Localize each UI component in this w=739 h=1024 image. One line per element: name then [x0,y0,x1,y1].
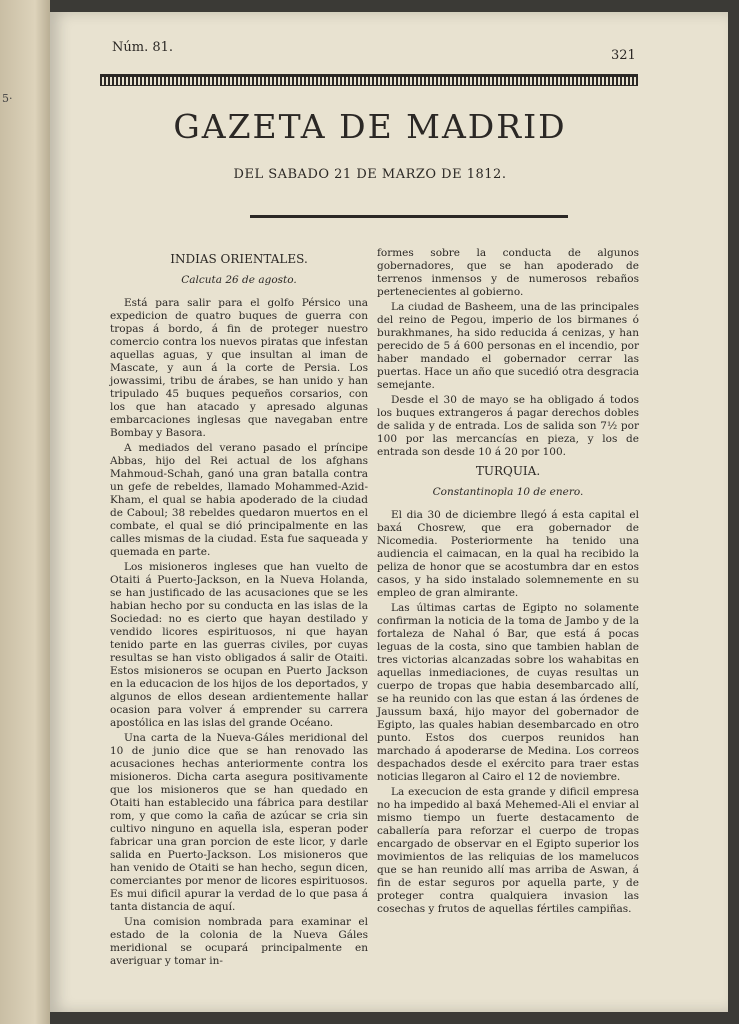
top-thin-rule [100,85,638,86]
article-paragraph: Las últimas cartas de Egipto no solamente confirman la noticia de la toma de Jambo y de la fortaleza de Nahal ó Bar, que está á pocas leguas de la costa, sino que tambien hablan de tres victorias alcanzadas sobre los wahabitas en aquellas inmediaciones, de cuyas resultas un cuerpo de tropas que habia desembarcado allí, se ha reunido con las que estan á las órdenes de Jaussum baxá, hijo mayor del gobernador de Egipto, las quales habian desembarcado en otro punto. Estos dos cuerpos reunidos han marchado á apoderarse de Medina. Los correos despachados desde el exército para traer estas noticias llegaron al Cairo el 12 de noviembre. [377,602,639,783]
gazette-page [50,12,728,1012]
article-paragraph: Una carta de la Nueva-Gáles meridional del 10 de junio dice que se han renovado las acusaciones hechas anteriormente contra los misioneros. Dicha carta asegura positivamente que los misioneros que se han quedado en Otaiti han establecido una fábrica para destilar rom, y que como la caña de azúcar se cria sin cultivo ninguno en aquella isla, esperan poder fabricar una gran porcion de este licor, y darle salida en Puerto-Jackson. Los misioneros que han venido de Otaiti se han hecho, segun dicen, comerciantes por menor de licores espirituosos. Es mui dificil apurar la verdad de lo que pasa á tanta distancia de aquí. [110,732,368,913]
section-heading: INDIAS ORIENTALES. [170,252,308,266]
section-heading: TURQUIA. [475,464,541,478]
article-paragraph: Está para salir para el golfo Pérsico una expedicion de quatro buques de guerra con tropas á bordo, á fin de proteger nuestro comercio contra los nuevos piratas que infestan aquellas aguas, y que insultan al iman de Mascate, y aun á la corte de Persia. Los jowassimi, tribu de árabes, se han unido y han tripulado 45 buques pequeños corsarios, con los que han atacado y apresado algunas embarcaciones inglesas que navegaban entre Bombay y Basora. [110,297,368,439]
right-column [377,247,639,918]
issue-number: Núm. 81. [112,40,174,55]
section-dateline: Constantinopla 10 de enero. [432,486,584,498]
article-paragraph: La ciudad de Basheem, una de las principales del reino de Pegou, imperio de los birmanes ó burakhmanes, ha sido reducida á cenizas, y han perecido de 5 á 600 personas en el incendio, por haber mandado el gobernador cerrar las puertas. Hace un año que sucedió otra desgracia semejante. [377,301,639,391]
masthead-title: GAZETA DE MADRID [173,107,567,146]
article-paragraph: Los misioneros ingleses que han vuelto de Otaiti á Puerto-Jackson, en la Nueva Holanda, se han justificado de las acusaciones que se les habian hecho por su conducta en las islas de la Sociedad: no es cierto que hayan destilado y vendido licores espirituosos, ni que hayan tenido parte en las guerras civiles, por cuyas resultas se han visto obligados á salir de Otaiti. Estos misioneros se ocupan en Puerto Jackson en la educacion de los hijos de los deportados, y algunos de ellos desean ardientemente hallar ocasion para volver á emprender su carrera apostólica en las islas del grande Océano. [110,561,368,729]
previous-page-edge [0,0,50,1024]
article-paragraph: A mediados del verano pasado el príncipe Abbas, hijo del Rei actual de los afghans Mahmoud-Schah, ganó una gran batalla contra un gefe de rebeldes, llamado Mohammed-Azid-Kham, el qual se habia apoderado de la ciudad de Caboul; 38 rebeldes quedaron muertos en el combate, el qual se dió principalmente en las calles mismas de la ciudad. Esta fue saqueada y quemada en parte. [110,442,368,558]
masthead-divider [250,215,568,218]
article-paragraph: Una comision nombrada para examinar el estado de la colonia de la Nueva Gáles meridional se ocupará principalmente en averiguar y tomar in- [110,916,368,967]
previous-page-mark: 5· [2,92,13,105]
dateline: DEL SABADO 21 DE MARZO DE 1812. [233,167,507,182]
article-paragraph: La execucion de esta grande y dificil empresa no ha impedido al baxá Mehemed-Ali el enviar al mismo tiempo un fuerte destacamento de caballería para reforzar el cuerpo de tropas encargado de observar en el Egipto superior los movimientos de las reliquias de los mamelucos que se han reunido allí mas arriba de Aswan, á fin de estar seguros por aquella parte, y de proteger contra qualquiera invasion las cosechas y frutos de aquellas fértiles campiñas. [377,786,639,915]
section-dateline: Calcuta 26 de agosto. [181,274,297,286]
article-paragraph: formes sobre la conducta de algunos gobernadores, que se han apoderado de terrenos inmensos y de numerosos rebaños pertenecientes al gobierno. [377,247,639,298]
article-paragraph: El dia 30 de diciembre llegó á esta capital el baxá Chosrew, que era gobernador de Nicomedia. Posteriormente ha tenido una audiencia el caimacan, en la qual ha recibido la peliza de honor que se acostumbra dar en estos casos, y ha sido instalado solemnemente en su empleo de gran almirante. [377,509,639,599]
page-number: 321 [611,48,636,63]
left-column [110,247,368,970]
article-paragraph: Desde el 30 de mayo se ha obligado á todos los buques extrangeros á pagar derechos dobles de salida y de entrada. Los de salida son 7½ por 100 por las mercancías en pieza, y los de entrada son desde 10 á 20 por 100. [377,394,639,458]
